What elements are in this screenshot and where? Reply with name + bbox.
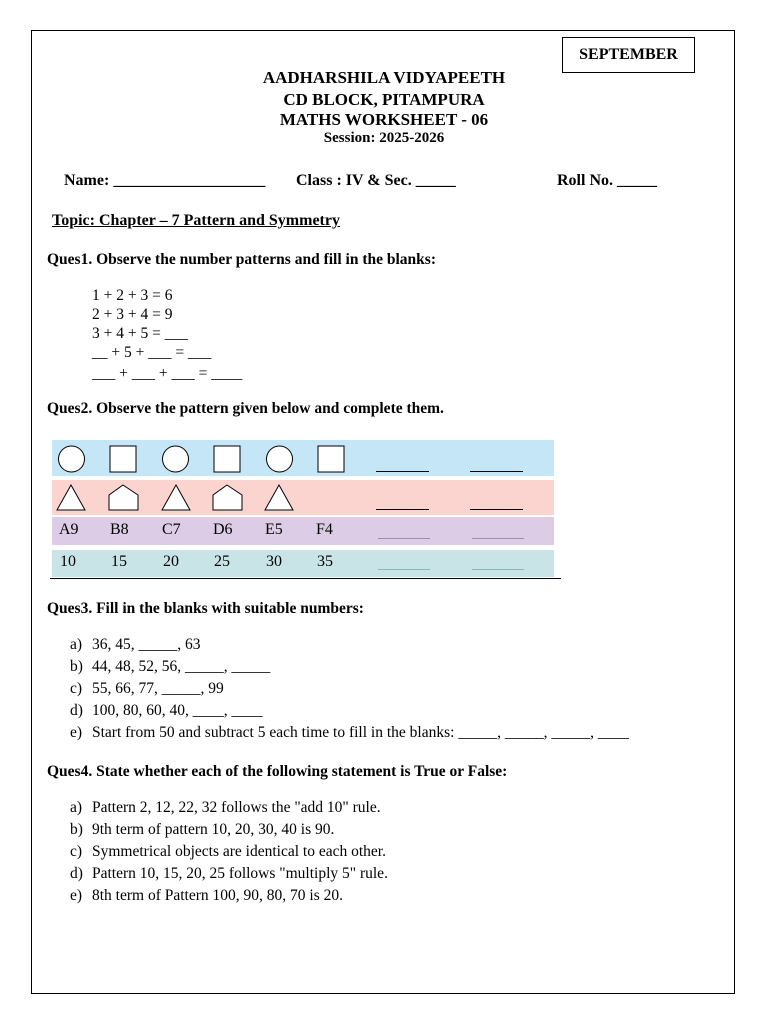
session-label: Session: 2025-2026 [323,130,445,146]
pattern-cell: E5 [265,521,283,538]
item-label: d) [70,865,83,882]
item-text: 100, 80, 60, 40, ____, ____ [92,702,263,719]
square-shape [318,446,344,472]
item-text: Symmetrical objects are identical to each other. [92,843,386,860]
school-name: AADHARSHILA VIDYAPEETH [262,68,506,87]
pattern-cell: A9 [59,521,79,538]
q3-title: Ques3. Fill in the blanks with suitable numbers: [47,600,364,617]
circle-shape [267,446,293,472]
school-address: CD BLOCK, PITAMPURA [283,90,485,109]
pattern-cell: 25 [214,553,230,570]
answer-blank [378,538,430,539]
answer-blank [472,538,524,539]
class-field: Class : IV & Sec. _____ [296,172,456,189]
q1-line: 3 + 4 + 5 = ___ [92,325,188,342]
pattern-cell: B8 [110,521,129,538]
triangle-shape [162,485,190,510]
q1-title: Ques1. Observe the number patterns and fill in the blanks: [47,251,436,268]
answer-blank [376,509,429,510]
q1-line: 2 + 3 + 4 = 9 [92,306,173,323]
item-label: c) [70,843,83,860]
item-text: Pattern 2, 12, 22, 32 follows the "add 10" rule. [92,799,381,816]
q3-item [70,636,201,654]
item-label: c) [70,680,83,697]
circle-shape [59,446,85,472]
item-label: b) [70,658,83,675]
q3-item [70,658,270,676]
triangle-shape [265,485,293,510]
q4-title: Ques4. State whether each of the following statement is True or False: [47,763,508,780]
pattern-cell: 10 [60,553,76,570]
item-text: Pattern 10, 15, 20, 25 follows "multiply 5" rule. [92,865,388,882]
pentagon-shape [109,485,138,510]
q4-item [70,843,386,861]
item-label: e) [70,887,83,904]
divider [50,578,561,579]
q4-item [70,887,343,905]
item-label: e) [70,724,83,741]
pattern-cell: 30 [266,553,282,570]
q3-item [70,702,263,720]
q1-line: 1 + 2 + 3 = 6 [92,287,173,304]
q4-item [70,821,334,839]
item-text: 8th term of Pattern 100, 90, 80, 70 is 20. [92,887,343,904]
pattern-cell: D6 [213,521,233,538]
item-text: 36, 45, _____, 63 [92,636,201,653]
pattern-cell: F4 [316,521,333,538]
pattern-cell: 20 [163,553,179,570]
item-text: Start from 50 and subtract 5 each time to fill in the blanks: _____, _____, _____, ____ [92,724,629,741]
shape-pattern-row2 [56,483,306,513]
q4-item [70,865,388,883]
circle-shape [163,446,189,472]
item-label: a) [70,636,83,653]
topic-heading: Topic: Chapter – 7 Pattern and Symmetry [52,212,340,229]
month-box: SEPTEMBER [562,37,695,73]
worksheet-title: MATHS WORKSHEET - 06 [279,110,489,129]
shape-pattern-row1 [56,445,356,475]
triangle-shape [57,485,85,510]
pattern-cell: 35 [317,553,333,570]
square-shape [110,446,136,472]
pentagon-shape [213,485,242,510]
answer-blank [470,509,523,510]
square-shape [214,446,240,472]
q2-title: Ques2. Observe the pattern given below and complete them. [47,400,444,417]
pattern-row-numbers [52,550,554,577]
q3-item [70,724,629,742]
item-label: d) [70,702,83,719]
answer-blank [472,569,524,570]
answer-blank [376,471,429,472]
pattern-cell: 15 [111,553,127,570]
roll-field: Roll No. _____ [557,172,657,189]
pattern-cell: C7 [162,521,181,538]
q3-item [70,680,224,698]
name-field: Name: ___________________ [64,172,266,189]
q1-line: ___ + ___ + ___ = ____ [92,365,243,382]
q4-item [70,799,381,817]
item-label: b) [70,821,83,838]
item-text: 9th term of pattern 10, 20, 30, 40 is 90. [92,821,335,838]
item-text: 44, 48, 52, 56, _____, _____ [92,658,271,675]
item-label: a) [70,799,83,816]
answer-blank [378,569,430,570]
q1-line: __ + 5 + ___ = ___ [92,344,212,361]
answer-blank [470,471,523,472]
item-text: 55, 66, 77, _____, 99 [92,680,224,697]
